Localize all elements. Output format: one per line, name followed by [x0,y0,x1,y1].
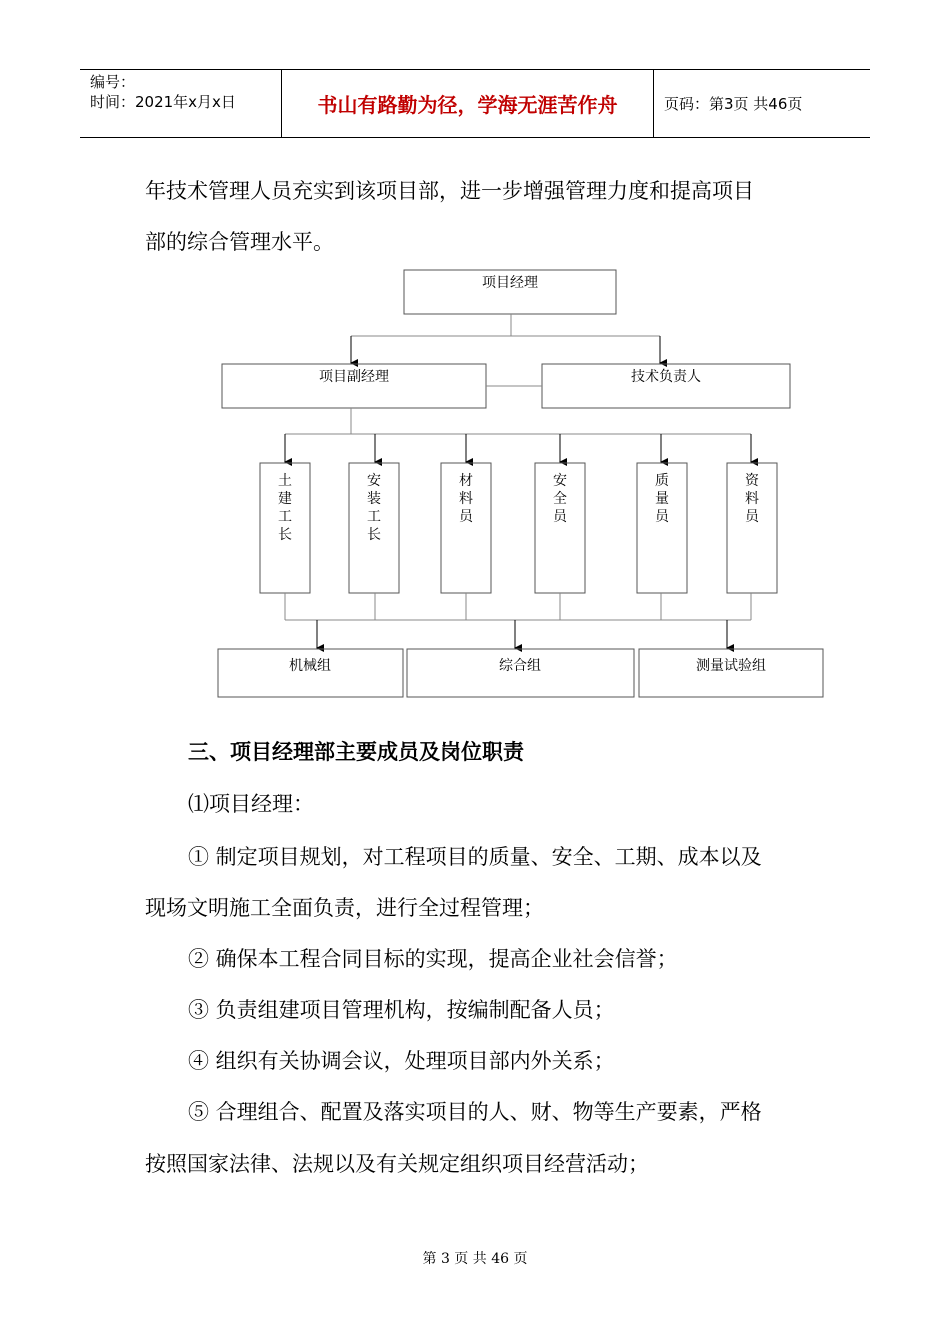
label-staff-safety: 安全员 [553,473,567,525]
header-motto: 书山有路勤为径，学海无涯苦作舟 [281,70,654,137]
intro-line-1: 年技术管理人员充实到该项目部，进一步增强管理力度和提高项目 [145,179,754,203]
label-staff-material: 材料员 [459,473,473,525]
page-footer: 第 3 页 共 46 页 [422,1251,528,1267]
duty-3: ③ 负责组建项目管理机构，按编制配备人员； [188,998,615,1022]
label-project-manager: 项目经理 [482,275,538,291]
sub-heading-project-manager: ⑴项目经理： [188,792,314,816]
header-page-info: 页码：第3页 共46页 [664,95,803,113]
duty-5-line-1: ⑤ 合理组合、配置及落实项目的人、财、物等生产要素，严格 [188,1100,762,1124]
label-staff-civil: 土建工长 [278,473,292,543]
duty-4: ④ 组织有关协调会议，处理项目部内外关系； [188,1049,615,1073]
label-staff-quality: 质量员 [655,473,669,525]
duty-2: ② 确保本工程合同目标的实现，提高企业社会信誉； [188,947,678,971]
label-deputy-manager: 项目副经理 [319,369,389,385]
number-label: 编号： [90,73,136,91]
duty-5-line-2: 按照国家法律、法规以及有关规定组织项目经营活动； [145,1152,649,1176]
intro-line-2: 部的综合管理水平。 [145,230,334,254]
duty-1-line-2: 现场文明施工全面负责，进行全过程管理； [145,896,544,920]
label-group-survey: 测量试验组 [696,658,766,674]
time-label: 时间：2021年x月x日 [90,93,236,111]
label-group-machinery: 机械组 [289,658,331,674]
duty-1-line-1: ① 制定项目规划，对工程项目的质量、安全、工期、成本以及 [188,845,762,869]
label-tech-lead: 技术负责人 [631,369,701,385]
label-group-general: 综合组 [499,658,541,674]
label-staff-docs: 资料员 [745,473,759,525]
section-title: 三、项目经理部主要成员及岗位职责 [188,739,524,764]
label-staff-install: 安装工长 [367,473,381,543]
